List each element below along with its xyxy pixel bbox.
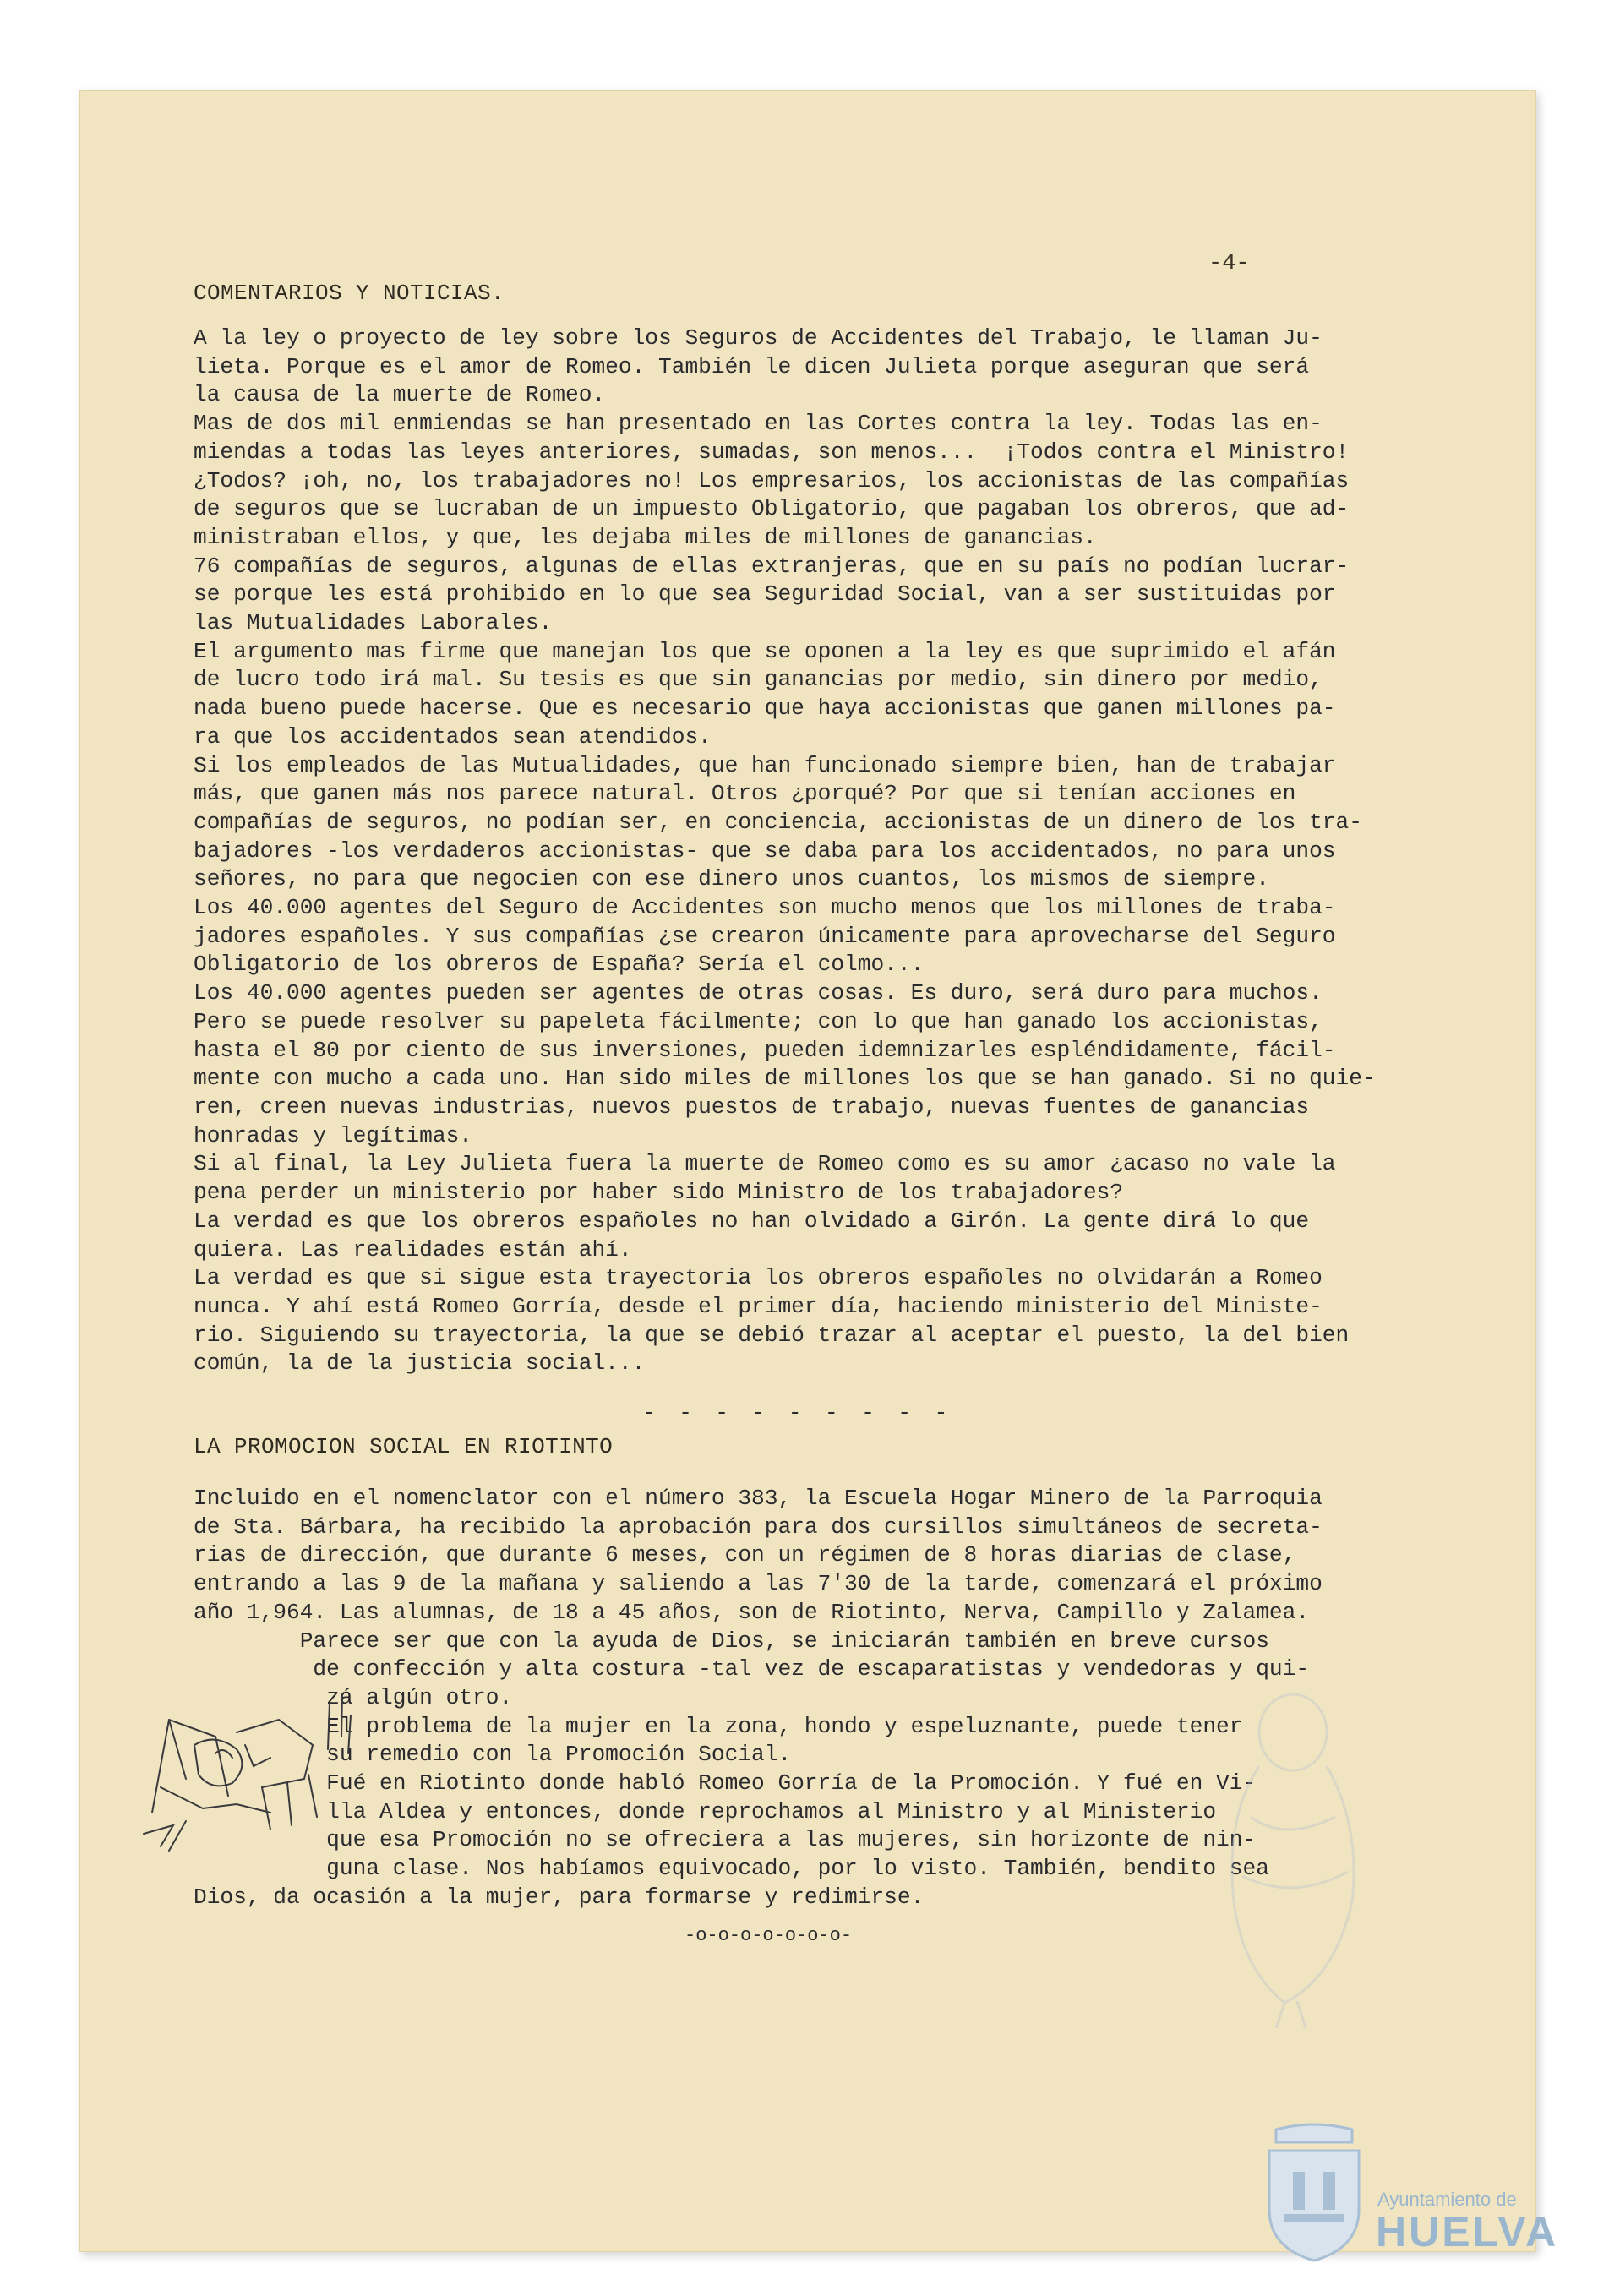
text-line: Mas de dos mil enmiendas se han presentado en las Cortes contra la ley. Todas las en- bbox=[194, 411, 1323, 437]
text-line: su remedio con la Promoción Social. bbox=[194, 1742, 792, 1768]
text-line: de lucro todo irá mal. Su tesis es que sin ganancias por medio, sin dinero por medio, bbox=[194, 667, 1323, 693]
archive-logo-line2: HUELVA bbox=[1376, 2208, 1559, 2255]
text-line: lla Aldea y entonces, donde reprochamos al Ministro y al Ministerio bbox=[194, 1798, 1217, 1824]
sewing-sketch-illustration bbox=[135, 1686, 363, 1855]
text-line: Pero se puede resolver su papeleta fácilmente; con lo que han ganado los accionistas, bbox=[194, 1008, 1323, 1034]
closing-mark: -o-o-o-o-o-o-o- bbox=[685, 1925, 853, 1946]
text-line: A la ley o proyecto de ley sobre los Seguros de Accidentes del Trabajo, le llaman Ju- bbox=[194, 325, 1323, 351]
text-line: año 1,964. Las alumnas, de 18 a 45 años, son de Riotinto, Nerva, Campillo y Zalamea. bbox=[194, 1599, 1310, 1625]
text-line: común, la de la justicia social... bbox=[194, 1350, 646, 1377]
text-line: de seguros que se lucraban de un impuesto Obligatorio, que pagaban los obreros, que ad- bbox=[194, 496, 1350, 522]
text-line: miendas a todas las leyes anteriores, sumadas, son menos... ¡Todos contra el Ministro! bbox=[194, 439, 1350, 465]
city-shield-icon bbox=[1259, 2121, 1369, 2265]
text-line: que esa Promoción no se ofreciera a las mujeres, sin horizonte de nin- bbox=[194, 1827, 1257, 1853]
text-line: jadores españoles. Y sus compañías ¿se crearon únicamente para aprovecharse del Seguro bbox=[194, 923, 1336, 949]
text-line: de confección y alta costura -tal vez de escaparatistas y vendedoras y qui- bbox=[194, 1656, 1310, 1682]
text-line: Los 40.000 agentes del Seguro de Accidentes son mucho menos que los millones de traba- bbox=[194, 895, 1336, 921]
section-title-promocion: LA PROMOCION SOCIAL EN RIOTINTO bbox=[194, 1434, 614, 1459]
text-line: ra que los accidentados sean atendidos. bbox=[194, 723, 712, 750]
text-line: Si los empleados de las Mutualidades, que han funcionado siempre bien, han de trabajar bbox=[194, 752, 1336, 778]
text-line: compañías de seguros, no podían ser, en conciencia, accionistas de un dinero de los tra- bbox=[194, 809, 1362, 835]
text-line: mente con mucho a cada uno. Han sido miles de millones los que se han ganado. Si no quie- bbox=[194, 1066, 1376, 1092]
text-line: Los 40.000 agentes pueden ser agentes de otras cosas. Es duro, será duro para muchos. bbox=[194, 980, 1323, 1006]
text-line: bajadores -los verdaderos accionistas- que se daba para los accidentados, no para unos bbox=[194, 837, 1336, 864]
text-line: rio. Siguiendo su trayectoria, la que se debió trazar al aceptar el puesto, la del bien bbox=[194, 1322, 1350, 1348]
text-line: Parece ser que con la ayuda de Dios, se iniciarán también en breve cursos bbox=[194, 1628, 1269, 1654]
text-line: entrando a las 9 de la mañana y saliendo a las 7'30 de la tarde, comenzará el próximo bbox=[194, 1571, 1323, 1597]
text-line: Dios, da ocasión a la mujer, para formarse y redimirse. bbox=[194, 1884, 924, 1910]
archive-logo-line1: Ayuntamiento de bbox=[1377, 2189, 1517, 2210]
text-line: La verdad es que los obreros españoles no han olvidado a Girón. La gente dirá lo que bbox=[194, 1208, 1310, 1234]
text-line: ren, creen nuevas industrias, nuevos puestos de trabajo, nuevas fuentes de ganancias bbox=[194, 1093, 1310, 1120]
text-line: hasta el 80 por ciento de sus inversiones, pueden idemnizarles espléndidamente, fácil- bbox=[194, 1037, 1336, 1063]
text-line: El problema de la mujer en la zona, hondo y espeluznante, puede tener bbox=[194, 1713, 1243, 1739]
text-line: se porque les está prohibido en lo que sea Seguridad Social, van a ser sustituidas por bbox=[194, 581, 1336, 608]
text-line: La verdad es que si sigue esta trayectoria los obreros españoles no olvidarán a Romeo bbox=[194, 1265, 1323, 1291]
text-line: Obligatorio de los obreros de España? Sería el colmo... bbox=[194, 952, 924, 978]
text-line: ¿Todos? ¡oh, no, los trabajadores no! Los empresarios, los accionistas de las compañías bbox=[194, 467, 1350, 494]
section-separator: - - - - - - - - - bbox=[642, 1400, 953, 1426]
text-line: quiera. Las realidades están ahí. bbox=[194, 1236, 632, 1263]
text-line: pena perder un ministerio por haber sido Ministro de los trabajadores? bbox=[194, 1180, 1124, 1206]
article-body-comentarios bbox=[194, 324, 1427, 1378]
text-line: guna clase. Nos habíamos equivocado, por lo visto. También, bendito sea bbox=[194, 1856, 1269, 1882]
text-line: de Sta. Bárbara, ha recibido la aprobación para dos cursillos simultáneos de secreta- bbox=[194, 1513, 1323, 1540]
text-line: nunca. Y ahí está Romeo Gorría, desde el primer día, haciendo ministerio del Ministe- bbox=[194, 1293, 1323, 1319]
text-line: señores, no para que negocien con ese dinero unos cuantos, los mismos de siempre. bbox=[194, 866, 1269, 892]
text-line: lieta. Porque es el amor de Romeo. También le dicen Julieta porque aseguran que será bbox=[194, 353, 1310, 379]
faint-figure-watermark bbox=[1158, 1682, 1411, 2037]
text-line: la causa de la muerte de Romeo. bbox=[194, 382, 606, 408]
text-line: más, que ganen más nos parece natural. Otros ¿porqué? Por que si tenían acciones en bbox=[194, 781, 1296, 807]
text-line: zá algún otro. bbox=[194, 1684, 513, 1710]
text-line: rias de dirección, que durante 6 meses, con un régimen de 8 horas diarias de clase, bbox=[194, 1542, 1296, 1568]
page-number: -4- bbox=[1208, 251, 1250, 276]
section-title-comentarios: COMENTARIOS Y NOTICIAS. bbox=[194, 281, 505, 306]
text-line: Fué en Riotinto donde habló Romeo Gorría de la Promoción. Y fué en Vi- bbox=[194, 1770, 1257, 1797]
text-line: ministraban ellos, y que, les dejaba miles de millones de ganancias. bbox=[194, 524, 1097, 550]
text-line: Incluido en el nomenclator con el número 383, la Escuela Hogar Minero de la Parroquia bbox=[194, 1486, 1323, 1511]
text-line: las Mutualidades Laborales. bbox=[194, 610, 553, 636]
text-line: honradas y legítimas. bbox=[194, 1122, 473, 1148]
text-line: El argumento mas firme que manejan los que se oponen a la ley es que suprimido el afán bbox=[194, 638, 1336, 664]
text-line: 76 compañías de seguros, algunas de ellas extranjeras, que en su país no podían lucrar- bbox=[194, 553, 1350, 579]
text-line: Si al final, la Ley Julieta fuera la muerte de Romeo como es su amor ¿acaso no vale la bbox=[194, 1151, 1336, 1177]
text-line: nada bueno puede hacerse. Que es necesario que haya accionistas que ganen millones pa- bbox=[194, 695, 1336, 722]
